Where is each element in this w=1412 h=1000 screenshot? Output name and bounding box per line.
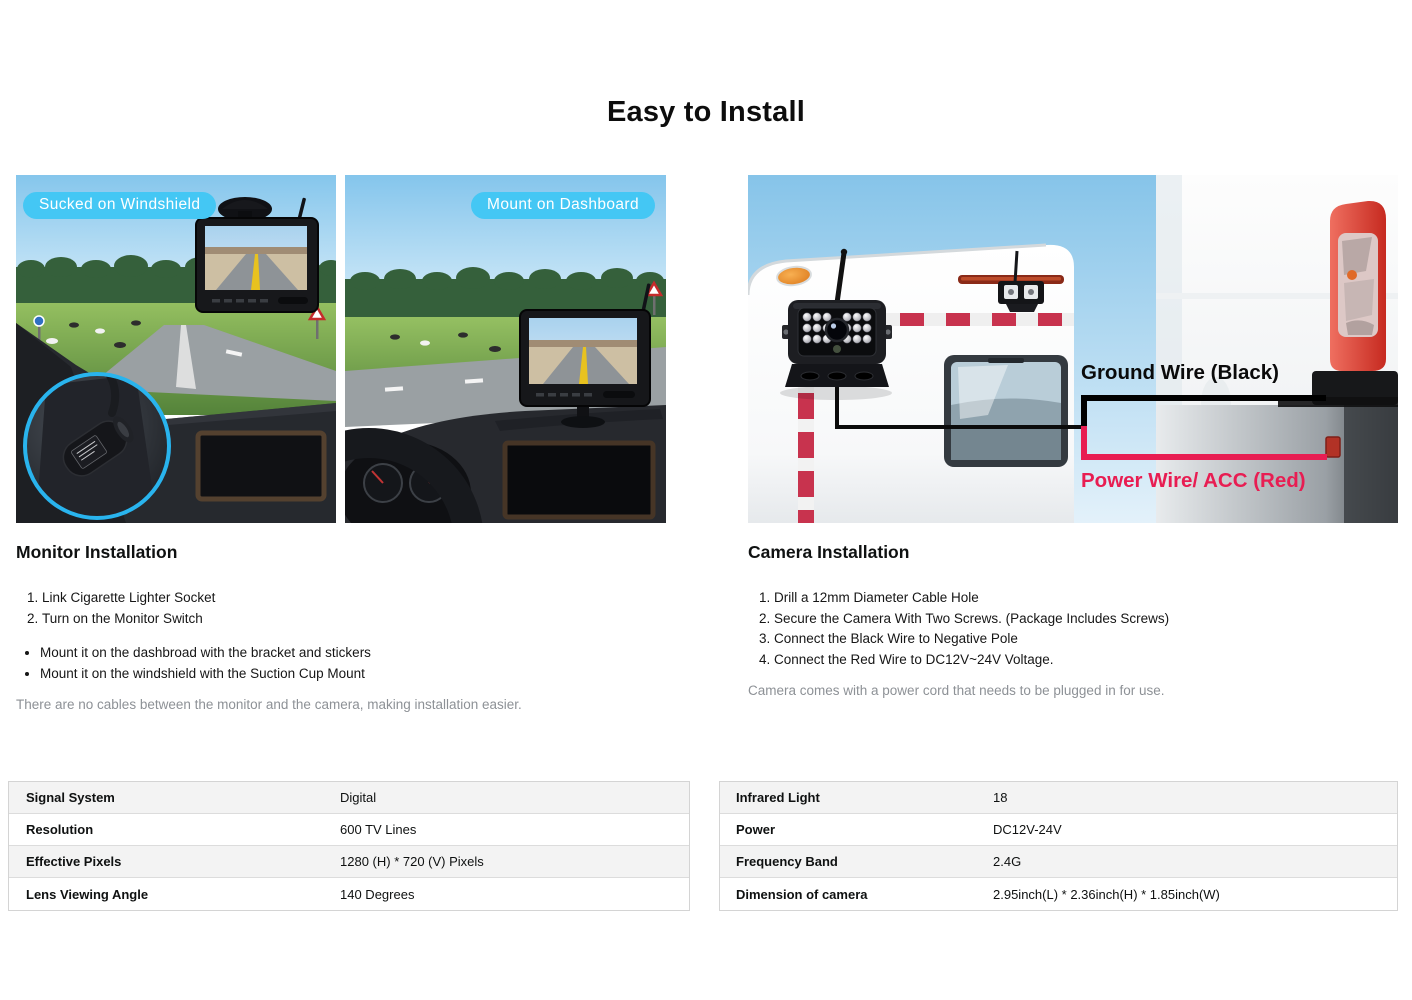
spec-value: 2.95inch(L) * 2.36inch(H) * 1.85inch(W) [993, 886, 1220, 902]
table-row [9, 782, 689, 814]
dashboard-install-image [345, 175, 666, 523]
spec-value: 140 Degrees [340, 886, 415, 902]
spec-label: Signal System [26, 790, 115, 805]
infotainment-screen [198, 433, 324, 499]
spec-label: Effective Pixels [26, 854, 122, 869]
monitor-steps-list [16, 588, 696, 629]
table-row [9, 814, 689, 846]
spec-label: Resolution [26, 822, 94, 837]
infotainment-screen [505, 443, 653, 517]
ground-wire-label: Ground Wire (Black) [1081, 361, 1280, 384]
bumper-reflector [1326, 437, 1340, 457]
spec-value: 18 [993, 790, 1008, 805]
spec-label: Power [736, 822, 776, 837]
rv-window [944, 355, 1068, 467]
spec-value: 2.4G [993, 854, 1022, 869]
power-wire-label: Power Wire/ ACC (Red) [1081, 469, 1306, 492]
monitor-step-1: 1. Link Cigarette Lighter Socket [42, 588, 696, 609]
camera-installation-heading: Camera Installation [748, 542, 910, 562]
monitor-installation-section [16, 540, 696, 712]
table-row [720, 814, 1397, 846]
monitor-installation-heading: Monitor Installation [16, 542, 178, 562]
table-row [9, 878, 689, 910]
monitor-bullet-2: • Mount it on the windshield with the Suction Cup Mount [40, 663, 696, 684]
monitor-bullet-1: • Mount it on the dashbroad with the bracket and stickers [40, 642, 696, 663]
dashboard-scene [345, 175, 666, 523]
spec-value: Digital [340, 790, 377, 805]
monitor-installation-note: There are no cables between the monitor and the camera, making installation easier. [16, 697, 522, 712]
spec-value: 600 TV Lines [340, 822, 417, 837]
camera-installation-note: Camera comes with a power cord that needs to be plugged in for use. [748, 683, 1165, 698]
spec-label: Infrared Light [736, 790, 820, 805]
dashboard-badge: Mount on Dashboard [471, 192, 655, 219]
spec-label: Dimension of camera [736, 886, 868, 902]
camera-step-1: 1. Drill a 12mm Diameter Cable Hole [774, 588, 1398, 609]
camera-install-image [748, 175, 1398, 523]
camera-step-4: 4. Connect the Red Wire to DC12V~24V Voltage. [774, 650, 1398, 671]
table-row [720, 846, 1397, 878]
table-row [720, 878, 1397, 910]
page-title: Easy to Install [606, 96, 805, 128]
camera-step-3: 3. Connect the Black Wire to Negative Pole [774, 629, 1398, 650]
table-row [720, 782, 1397, 814]
windshield-badge: Sucked on Windshield [23, 192, 216, 219]
monitor-spec-table [8, 781, 690, 911]
camera-lens [826, 319, 848, 341]
spec-label: Frequency Band [736, 854, 838, 869]
monitor-mount-options-list [16, 642, 696, 684]
spec-label: Lens Viewing Angle [26, 886, 149, 902]
camera-steps-list [748, 588, 1398, 670]
monitor-step-2: 2. Turn on the Monitor Switch [42, 609, 696, 630]
table-row [9, 846, 689, 878]
camera-installation-section [748, 540, 1398, 698]
windshield-scene [16, 175, 336, 523]
camera-step-2: 2. Secure the Camera With Two Screws. (Package Includes Screws) [774, 609, 1398, 630]
camera-spec-table [719, 781, 1398, 911]
windshield-install-image [16, 175, 336, 523]
spec-value: DC12V-24V [993, 822, 1062, 837]
spec-value: 1280 (H) * 720 (V) Pixels [340, 854, 484, 869]
tail-light [1330, 201, 1386, 371]
